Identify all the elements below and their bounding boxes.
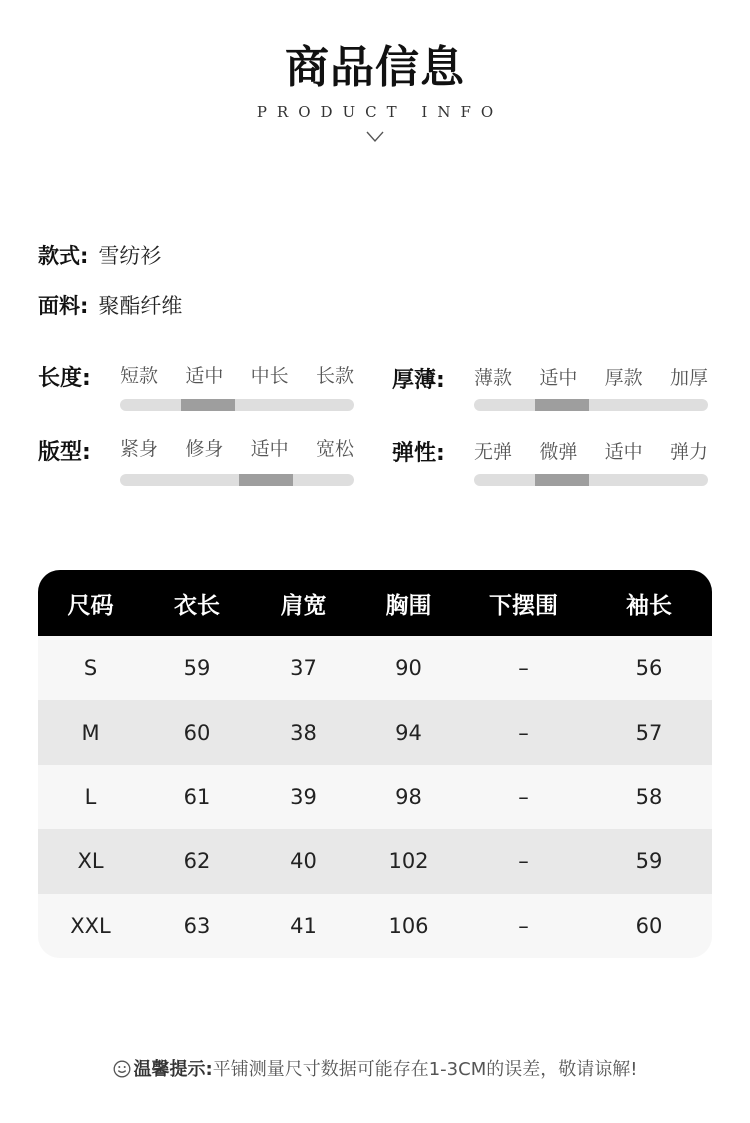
header-cell: 下摆围 xyxy=(489,592,558,619)
table-cell: 62 xyxy=(183,849,211,874)
table-cell: 98 xyxy=(395,784,422,809)
scale-elasticity-indicator xyxy=(535,474,589,486)
table-cell: 63 xyxy=(183,913,211,938)
scale-option: 适中 xyxy=(185,365,224,387)
scale-option: 无弹 xyxy=(474,441,513,463)
footer-tip xyxy=(0,1058,750,1082)
header-cell: 肩宽 xyxy=(280,592,327,619)
scale-thickness-options xyxy=(474,366,708,390)
table-cell: M xyxy=(81,720,100,745)
scale-option: 适中 xyxy=(250,438,289,460)
table-cell: 60 xyxy=(635,913,663,938)
chevron-down-icon xyxy=(366,128,384,146)
scale-option: 短款 xyxy=(120,365,159,387)
footer-tip-label: 温馨提示: xyxy=(133,1059,213,1080)
table-cell: – xyxy=(518,913,529,938)
table-cell: 59 xyxy=(183,656,211,681)
scale-option: 微弹 xyxy=(539,441,578,463)
scale-fit-indicator xyxy=(239,474,293,486)
table-cell: 60 xyxy=(183,720,211,745)
scale-length xyxy=(38,364,358,414)
table-cell: 90 xyxy=(395,656,422,681)
scale-elasticity-label: 弹性: xyxy=(392,441,445,466)
spec-fabric xyxy=(38,293,182,319)
table-row xyxy=(38,829,712,893)
scale-thickness-track xyxy=(474,399,708,411)
table-row xyxy=(38,636,712,700)
table-cell: 38 xyxy=(290,720,317,745)
table-cell: 37 xyxy=(290,656,317,681)
table-cell: 39 xyxy=(290,784,317,809)
table-cell: – xyxy=(518,849,529,874)
scale-thickness-indicator xyxy=(535,399,589,411)
scale-option: 弹力 xyxy=(669,441,708,463)
scale-length-options xyxy=(120,364,354,388)
scale-thickness xyxy=(392,366,712,416)
table-row xyxy=(38,700,712,764)
scale-fit-options xyxy=(120,437,354,461)
table-cell: XXL xyxy=(70,913,111,938)
section-header xyxy=(0,40,750,122)
scale-option: 修身 xyxy=(185,438,224,460)
spec-style-label: 款式: xyxy=(38,244,89,268)
scale-option: 适中 xyxy=(539,367,578,389)
header-cell: 袖长 xyxy=(626,592,672,619)
scale-fit-track xyxy=(120,474,354,486)
table-cell: 61 xyxy=(183,784,211,809)
scale-fit xyxy=(38,437,358,487)
table-cell: 57 xyxy=(635,720,663,745)
scale-length-label: 长度: xyxy=(38,366,91,391)
spec-fabric-value: 聚酯纤维 xyxy=(98,294,183,318)
table-cell: – xyxy=(518,720,529,745)
table-cell: 40 xyxy=(290,849,317,874)
scale-elasticity xyxy=(392,440,712,490)
size-table-header xyxy=(38,570,712,636)
table-row xyxy=(38,765,712,829)
table-cell: XL xyxy=(77,849,104,874)
header-cell: 衣长 xyxy=(174,592,220,619)
scale-fit-label: 版型: xyxy=(38,440,91,465)
table-cell: 106 xyxy=(388,913,429,938)
scale-option: 宽松 xyxy=(315,438,354,460)
table-cell: 102 xyxy=(388,849,429,874)
page-subtitle: PRODUCT INFO xyxy=(256,103,504,121)
size-table xyxy=(38,570,712,958)
page-title: 商品信息 xyxy=(285,42,465,93)
table-cell: 94 xyxy=(395,720,422,745)
footer-tip-text: 平铺测量尺寸数据可能存在1-3CM的误差，敬请谅解! xyxy=(212,1059,638,1080)
scale-option: 适中 xyxy=(604,441,643,463)
table-cell: 56 xyxy=(635,656,663,681)
smile-icon xyxy=(113,1060,131,1078)
spec-fabric-label: 面料: xyxy=(38,294,89,318)
spec-style-value: 雪纺衫 xyxy=(98,244,162,268)
scale-option: 加厚 xyxy=(669,367,708,389)
scale-length-track xyxy=(120,399,354,411)
scale-elasticity-options xyxy=(474,440,708,464)
table-cell: – xyxy=(518,784,529,809)
table-cell: 59 xyxy=(635,849,663,874)
header-cell: 尺码 xyxy=(67,592,114,619)
scale-thickness-label: 厚薄: xyxy=(392,368,445,393)
table-cell: 41 xyxy=(290,913,317,938)
table-row xyxy=(38,894,712,958)
table-cell: L xyxy=(84,784,97,809)
table-cell: – xyxy=(518,656,529,681)
scale-length-indicator xyxy=(181,399,235,411)
scale-option: 紧身 xyxy=(120,438,159,460)
spec-style xyxy=(38,243,161,269)
scale-option: 中长 xyxy=(250,365,289,387)
header-cell: 胸围 xyxy=(385,592,432,619)
table-cell: S xyxy=(83,656,98,681)
table-cell: 58 xyxy=(635,784,663,809)
scale-elasticity-track xyxy=(474,474,708,486)
scale-option: 厚款 xyxy=(604,367,643,389)
scale-option: 长款 xyxy=(315,365,354,387)
scale-option: 薄款 xyxy=(474,367,513,389)
